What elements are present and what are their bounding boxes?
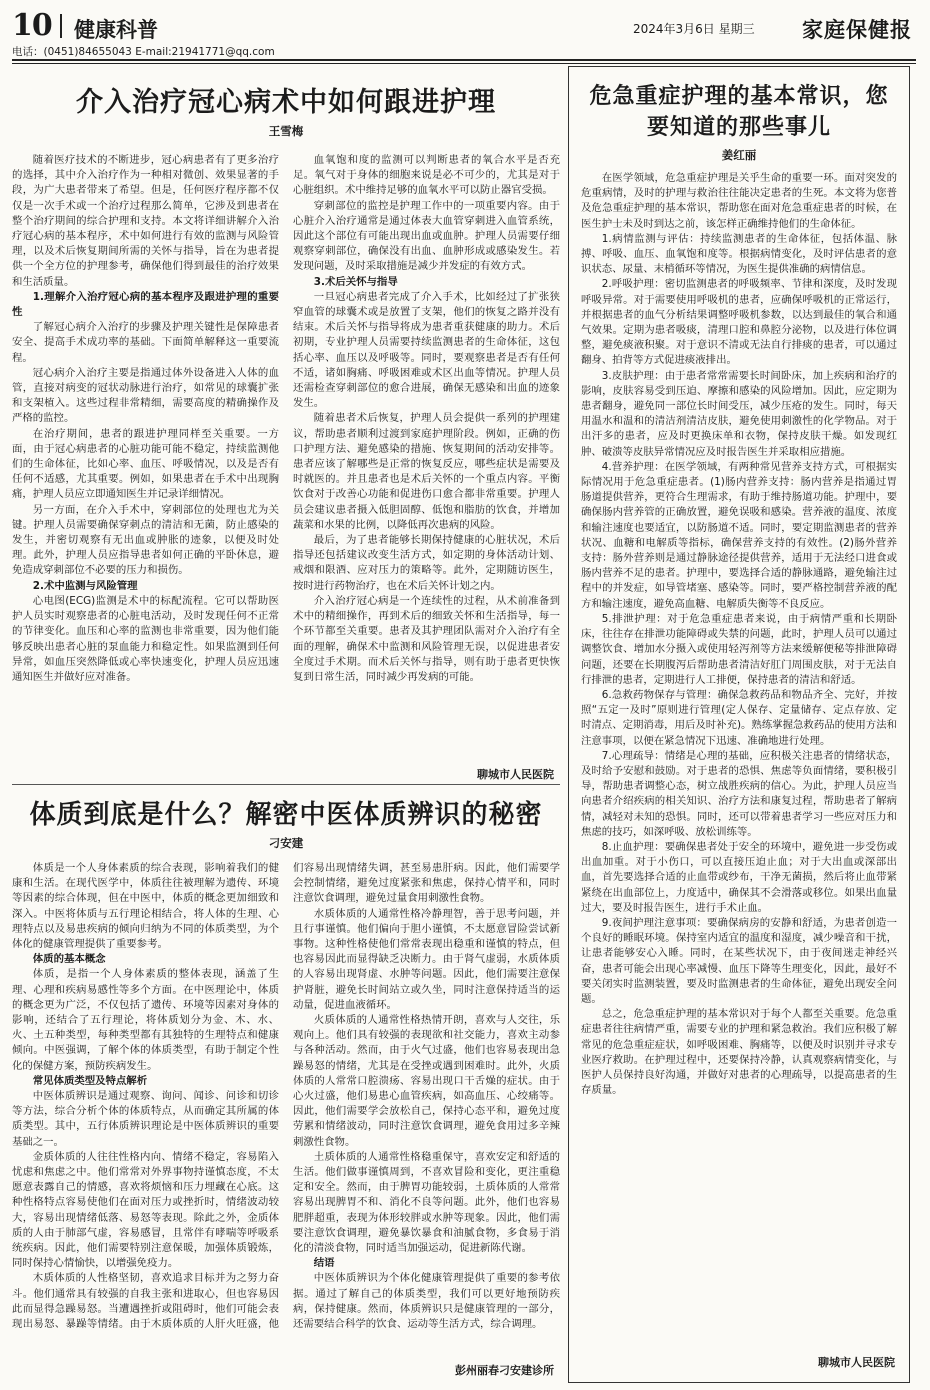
paragraph: 金质体质的人往往性格内向、情绪不稳定，容易陷入忧虑和焦虑之中。他们常常对外界事物持谨慎态度，不太愿意表露自己的情感，喜欢将烦恼和压力埋藏在心底。这种性格特点容易使他们在面对压力或挫折时，情绪波动较大，容易出现情绪低落、易怒等表现。除此之外，金质体质的人由于肺部气虚，容易感冒，且常伴有哮喘等呼吸系统疾病。因此，他们需要特别注意保暖，加强体质锻炼，同时保持心情愉快，以增强免疫力。 [12, 1150, 279, 1270]
paragraph: 体质是一个人身体素质的综合表现，影响着我们的健康和生活。在现代医学中，体质往往被理解为遗传、环境等因素的综合体现，但在中医中，体质的概念更加细致和深入。中医将体质与五行理论相结合，将人体的生理、心理特点以及易患疾病的倾向归纳为不同的体质类型，为个体化的健康管理提供了重要参考。 [12, 862, 279, 951]
article-source: 聊城市人民医院 [818, 1356, 895, 1369]
article-author: 姜红丽 [721, 148, 757, 162]
paragraph: 在医学领域，危急重症护理是关乎生命的重要一环。面对突发的危重病情，及时的护理与救治往往能决定患者的生死。本文将为您普及危急重症护理的基本常识，帮助您在面对危急重症患者的时候，在医生护士未及时到达之前，该怎样正确维持他们的生命体征。 [581, 172, 897, 230]
paragraph: 3.皮肤护理：由于患者常常需要长时间卧床，加上疾病和治疗的影响，皮肤容易受到压迫、摩擦和感染的风险增加。因此，应定期为患者翻身，避免同一部位长时间受压，减少压疮的发生。同时，每天用温水和温和的清洁剂清洁皮肤，避免使用刺激性的化学物品。对于出汗多的患者，应及时更换床单和衣物，保持皮肤干燥。如发现红肿、破溃等皮肤异常情况应及时报告医生并采取相应措施。 [581, 369, 897, 458]
paragraph: 8.止血护理：要确保患者处于安全的环境中，避免进一步受伤或出血加重。对于小伤口，可以直接压迫止血；对于大出血或深部出血，首先要选择合适的止血带或纱布，干净无菌损，然后将止血带紧紧绕在出血部位上，力度适中，确保其不会滑落或移位。如果出血量过大，要及时报告医生，进行手术止血。 [581, 840, 897, 914]
paragraph: 水质体质的人通常性格冷静理智，善于思考问题，并且行事谨慎。他们偏向于胆小谨慎，不太愿意冒险尝试新事物。这种性格使他们常常表现出稳重和谨慎的特点，但也容易因此而显得缺乏决断力。由于肾气虚弱，水质体质的人容易出现肾虚、水肿等问题。因此，他们需要注意保护肾脏，避免长时间站立或久坐，同时注意保持适当的运动量，促进血液循环。 [293, 907, 560, 1011]
paragraph: 在治疗期间，患者的跟进护理同样至关重要。一方面，由于冠心病患者的心脏功能可能不稳定，持续监测他们的生命体征，比如心率、血压、呼吸情况，以及是否有任何不适感，尤其重要。例如，如果患者在手术中出现胸痛，护理人员应立即通知医生并记录详细情况。 [12, 427, 279, 501]
paragraph: 了解冠心病介入治疗的步骤及护理关键性是保障患者安全、提高手术成功率的基础。下面简单解释这一重要流程。 [12, 321, 279, 364]
paragraph: 5.排泄护理：对于危急重症患者来说，由于病情严重和长期卧床，往往存在排泄功能障碍或失禁的问题，此时，护理人员可以通过调整饮食、增加水分摄入或使用轻泻剂等方法来缓解便秘等排泄障碍问题，还要在长期腹泻后帮助患者清洁好肛门周围皮肤，对于无法自行排泄的患者，定期进行人工排便，保持患者的清洁和舒适。 [581, 612, 897, 686]
issue-date: 2024年3月6日 星期三 [633, 22, 755, 36]
header-rule [12, 59, 916, 61]
article-source: 聊城市人民医院 [477, 768, 554, 781]
paragraph: 介入治疗冠心病是一个连续性的过程，从术前准备到术中的精细操作，再到术后的细致关怀和生活指导，每一个环节都至关重要。患者及其护理团队需对介入治疗有全面的理解，确保术中监测和风险管理无误，以促进患者安全度过手术期。而术后关怀与指导，则有助于患者更快恢复到日常生活，同时减少再发病的可能。 [293, 594, 560, 683]
newspaper-brand: 家庭保健报 [802, 17, 912, 42]
paragraph: 6.急救药物保存与管理：确保急救药品和物品齐全、完好，并按照“五定一及时”原则进行管理(定人保存、定量储存、定点存放、定时清点、定期消毒，用后及时补充)。熟练掌握急救药品的使用方法和注意事项，以便在紧急情况下迅速、准确地进行处理。 [581, 688, 897, 747]
paragraph: 另一方面，在介入手术中，穿刺部位的处理也尤为关键。护理人员需要确保穿刺点的清洁和无菌，防止感染的发生，并密切观察有无出血或肿胀的迹象，以便及时处理。此外，护理人员应指导患者如何正确的平卧休息，避免造成穿刺部位不必要的压力和损伤。 [12, 503, 279, 577]
paragraph: 中医体质辨识为个体化健康管理提供了重要的参考依据。通过了解自己的体质类型，我们可以更好地预防疾病，保持健康。然而，体质辨识只是健康管理的一部分，还需要结合科学的饮食、运动等生活方式，综合调理。 [293, 1272, 560, 1331]
article-coronary-care [12, 72, 560, 790]
paragraph: 土质体质的人通常性格稳重保守，喜欢安定和舒适的生活。他们做事谨慎周到，不喜欢冒险和变化，更注重稳定和安全。然而，由于脾胃功能较弱，土质体质的人常常容易出现脾胃不和、消化不良等问题。此外，他们也容易肥胖超重，表现为体形较胖或水肿等现象。因此，他们需要注意饮食调理，避免暴饮暴食和油腻食物，多食易于消化的清淡食物，同时适当加强运动，促进新陈代谢。 [293, 1150, 560, 1255]
paragraph: 火质体质的人通常性格热情开朗，喜欢与人交往，乐观向上。他们具有较强的表现欲和社交能力，喜欢主动参与各种活动。然而，由于火气过盛，他们也容易表现出急躁易怒的情绪，尤其是在受挫或遇到困难时。此外，火质体质的人常常口腔溃疡、容易出现口干舌燥的症状。由于心火过盛，他们易患心血管疾病，如高血压、心绞痛等。因此，他们需要学会放松自己，保持心态平和，避免过度劳累和情绪波动，同时注意饮食调理，避免食用过多辛辣刺激性食物。 [293, 1014, 560, 1148]
paragraph: 木质体质的人性格坚韧，喜欢追求目标并为之努力奋斗。他们通常具有较强的自我主张和进取心，但也容易因此而显得急躁易怒。当遭遇挫折或阻碍时，他们可能会表现出易怒、暴躁等情绪。由于木质体质的人肝火旺盛，他们容易出现情绪失调，甚至易患肝病。因此，他们需要学会控制情绪，避免过度紧张和焦虑，保持心情平和，同时注意饮食调理，避免过量食用刺激性食物。 [12, 862, 560, 1331]
article-author: 王雪梅 [268, 124, 304, 138]
contact-line: 电话：(0451)84655043 E-mail:21941771@qq.com [12, 46, 275, 58]
article-title: 体质到底是什么？解密中医体质辨识的秘密 [29, 800, 543, 830]
subheading: 3.术后关怀与指导 [313, 275, 398, 288]
paragraph: 血氧饱和度的监测可以判断患者的氧合水平是否充足。氧气对于身体的细胞来说是必不可少的，尤其是对于心脏组织。术中维持足够的血氧水平可以防止器官受损。 [293, 154, 560, 197]
paragraph: 中医体质辨识是通过观察、询问、闻诊、问诊和切诊等方法，综合分析个体的体质特点，从而确定其所属的体质类型。其中，五行体质辨识理论是中医体质辨识的重要基础之一。 [12, 1090, 279, 1148]
paragraph: 随着医疗技术的不断进步，冠心病患者有了更多治疗的选择，其中介入治疗作为一种相对微创、效果显著的手段，为广大患者带来了希望。但是，任何医疗程序都不仅仅是一次手术或一个治疗过程那么简单，它涉及到患者在整个治疗期间的综合护理和支持。本文将详细讲解介入治疗冠心病的基本程序，术中如何进行有效的监测与风险管理，以及术后恢复期间所需的关怀与指导，旨在为患者提供一个全方位的护理参考，确保他们得到最佳的治疗效果和生活质量。 [12, 154, 279, 288]
paragraph: 总之，危急重症护理的基本常识对于每个人都至关重要。危急重症患者往往病情严重，需要专业的护理和紧急救治。我们应积极了解常见的危急重症症状，如呼吸困难、胸痛等，以便及时识别并寻求专业医疗救助。在护理过程中，还要保持冷静，认真观察病情变化，与医护人员保持良好沟通，并做好对患者的心理疏导，以提高患者的生存质量。 [581, 1008, 897, 1097]
paragraph: 最后，为了患者能够长期保持健康的心脏状况，术后指导还包括建议改变生活方式，如定期的身体活动计划、戒烟和限酒、应对压力的策略等。此外，定期随访医生，按时进行药物治疗，也在术后关怀计划之内。 [293, 534, 560, 592]
header-rule-thin [12, 63, 916, 64]
paragraph: 1.病情监测与评估：持续监测患者的生命体征，包括体温、脉搏、呼吸、血压、血氧饱和度等。根据病情变化，及时评估患者的意识状态、尿量、末梢循环等情况，为医生提供准确的病情信息。 [581, 232, 897, 276]
article-body [581, 171, 897, 1333]
subheading: 2.术中监测与风险管理 [32, 579, 138, 592]
article-separator [12, 784, 560, 785]
paragraph: 心电图(ECG)监测是术中的标配流程。它可以帮助医护人员实时观察患者的心脏电活动，及时发现任何不正常的节律变化。血压和心率的监测也非常重要，因为他们能够反映出患者心脏的泵血能力和稳定性。如果监测到任何异常，如血压突然降低或心率快速变化，护理人员应迅速通知医生并做好应对准备。 [12, 594, 279, 683]
article-body [12, 861, 560, 1363]
subheading: 常见体质类型及特点解析 [32, 1074, 148, 1087]
article-author: 刁安建 [268, 836, 304, 850]
article-critical-care-box [568, 66, 910, 1383]
paragraph: 穿刺部位的监控是护理工作中的一项重要内容。由于心脏介入治疗通常是通过体表大血管穿刺进入血管系统，因此这个部位有可能出现出血或血肿。护理人员需要仔细观察穿刺部位，确保没有出血、血肿形成或感染发生。若发现问题，及时采取措施是减少并发症的有效方式。 [293, 199, 560, 273]
subheading: 1.理解介入治疗冠心病的基本程序及跟进护理的重要性 [12, 290, 279, 319]
article-source: 彭州丽春刁安建诊所 [455, 1364, 554, 1377]
article-tcm-constitution [12, 790, 560, 1382]
paragraph: 4.营养护理：在医学领域，有两种常见营养支持方式，可根据实际情况用于危急重症患者。(1)肠内营养支持：肠内营养是指通过胃肠道提供营养，更符合生理需求，有助于维持肠道功能。护理中，要确保肠内营养管的正确放置，避免误吸和感染。营养液的温度、浓度和输注速度也要适宜，以防肠道不适。同时，要定期监测患者的营养状况、血糖和电解质等指标，确保营养支持的有效性。(2)肠外营养支持：肠外营养则是通过静脉途径提供营养，适用于无法经口进食或肠内营养不足的患者。护理中，要选择合适的静脉通路，避免输注过程中的并发症，如导管堵塞、感染等。同时，要严格控制营养液的配方和输注速度，避免高血糖、电解质失衡等不良反应。 [581, 460, 897, 610]
article-body [12, 153, 560, 755]
section-title: 健康科普 [74, 17, 158, 42]
paragraph: 冠心病介入治疗主要是指通过体外设备进入人体的血管，直接对病变的冠状动脉进行治疗，如常见的球囊扩张和支架植入。这些过程非常精细，需要高度的精确操作及严格的监控。 [12, 366, 279, 425]
masthead-divider [60, 14, 62, 38]
subheading: 体质的基本概念 [32, 953, 106, 966]
paragraph: 体质，是指一个人身体素质的整体表现，涵盖了生理、心理和疾病易感性等多个方面。在中医理论中，体质的概念更为广泛，不仅包括了遗传、环境等因素对身体的影响，还结合了五行理论，将体质划分为金、木、水、火、土五种类型，每种类型都有其独特的生理特点和健康倾向。中医强调，了解个体的体质类型，有助于制定个性化的保健方案，预防疾病发生。 [12, 968, 279, 1072]
paragraph: 9.夜间护理注意事项：要确保病房的安静和舒适，为患者创造一个良好的睡眠环境。保持室内适宜的温度和湿度，减少噪音和干扰，让患者能够安心入睡。同时，在某些状况下，由于夜间迷走神经兴奋，患者可能会出现心率减慢、血压下降等生理变化，因此，最好不要关闭实时监测装置，要及时监测患者的生命体征，避免出现安全问题。 [581, 916, 897, 1005]
paragraph: 一旦冠心病患者完成了介入手术，比如经过了扩张狭窄血管的球囊术或是放置了支架，他们的恢复之路并没有结束。术后关怀与指导将成为患者重获健康的助力。术后初期，专业护理人员需要持续监测患者的生命体征，这包括心率、血压以及呼吸等。同时，要观察患者是否有任何不适，诸如胸痛、呼吸困难或术区出血等情况。护理人员还需检查穿刺部位的愈合进展，确保无感染和出血的迹象发生。 [293, 290, 560, 410]
paragraph: 随着患者术后恢复，护理人员会提供一系列的护理建议，帮助患者顺利过渡到家庭护理阶段。例如，正确的伤口护理方法、避免感染的措施、恢复期间的活动安排等。患者应该了解哪些是正常的恢复反应，哪些症状是需要及时就医的。并且患者也是术后关怀的一个重点内容。平衡饮食对于改善心功能和促进伤口愈合都非常重要。护理人员会建议患者摄入低胆固醇、低饱和脂肪的饮食，并增加蔬菜和水果的比例，以降低再次患病的风险。 [293, 412, 560, 531]
article-title: 介入治疗冠心病术中如何跟进护理 [76, 87, 496, 118]
page-number: 10 [12, 8, 52, 43]
masthead [8, 8, 922, 43]
article-title: 危急重症护理的基本常识，您要知道的那些事儿 [589, 83, 889, 140]
paragraph: 2.呼吸护理：密切监测患者的呼吸频率、节律和深度，及时发现呼吸异常。对于需要使用呼吸机的患者，应确保呼吸机的正常运行，并根据患者的血气分析结果调整呼吸机参数，以达到最佳的氧合和通气效果。定期为患者吸痰，清理口腔和鼻腔分泌物，以及进行体位调整，避免痰液积聚。对于意识不清或无法自行排痰的患者，可以通过翻身、拍背等方式促进痰液排出。 [581, 278, 897, 367]
paragraph: 7.心理疏导：情绪是心理的基础，应积极关注患者的情绪状态，及时给予安慰和鼓励。对于患者的恐惧、焦虑等负面情绪，要积极引导，帮助患者调整心态，树立战胜疾病的信心。为此，护理人员应当向患者介绍疾病的相关知识、治疗方法和康复过程，帮助患者了解病情，减轻对未知的恐惧。同时，还可以带着患者学习一些应对压力和焦虑的技巧，如深呼吸、放松训练等。 [581, 749, 897, 838]
subheading: 结语 [313, 1257, 335, 1270]
